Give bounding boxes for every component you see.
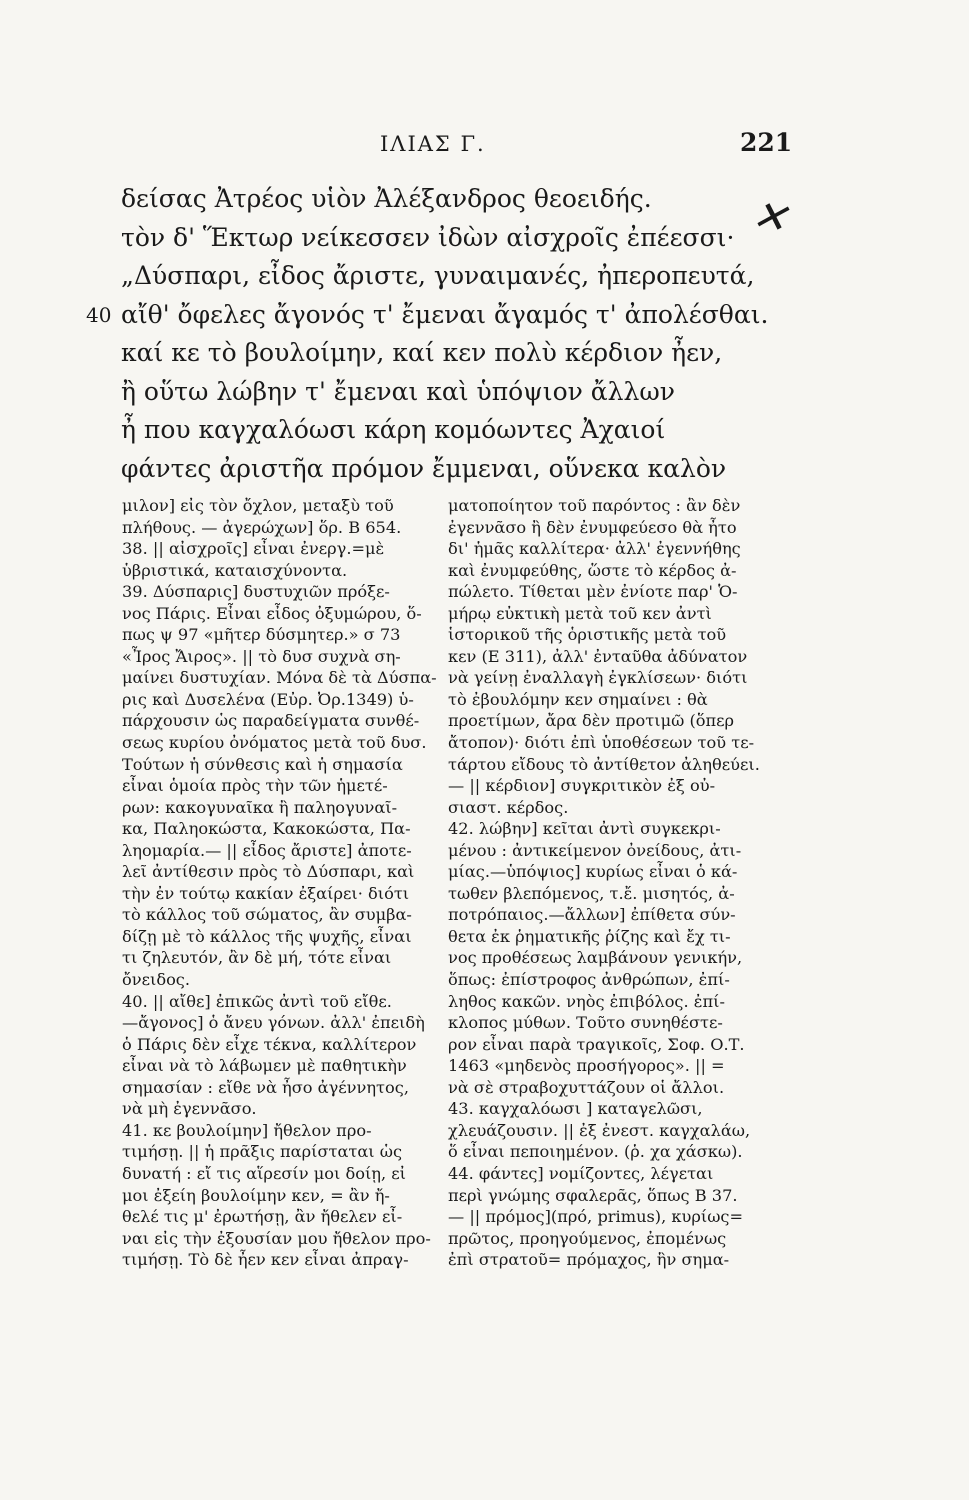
commentary-line: δυνατή : εἴ τις αἵρεσίν μοι δοίῃ, εἰ <box>122 1163 407 1183</box>
commentary-line: ὁ Πάρις δὲν εἶχε τέκνα, καλλίτερον <box>122 1034 417 1054</box>
commentary-line: εἶναι ὁμοία πρὸς τὴν τῶν ἡμετέ- <box>122 776 388 796</box>
verse-line-text: φάντες ἀριστῆα πρόμον ἔμμεναι, οὕνεκα καλὸν <box>121 453 727 483</box>
verse-line-text: „Δύσπαρι, εἶδος ἄριστε, γυναιμανές, ἠπεροπευτά, <box>121 261 755 290</box>
commentary-line: τι ζηλευτόν, ἂν δὲ μή, τότε εἶναι <box>122 948 392 968</box>
verse-line <box>86 334 846 373</box>
commentary-line: ἐγεννᾶσο ἢ δὲν ἐνυμφεύεσο θὰ ἦτο <box>448 517 737 537</box>
commentary-line: δίζῃ μὲ τὸ κάλλος τῆς ψυχῆς, εἶναι <box>122 926 412 946</box>
commentary-line: νος προθέσεως λαμβάνουν γενικήν, <box>448 948 743 968</box>
commentary-line: τάρτου εἴδους τὸ ἀντίθετον ἀληθεύει. <box>448 754 760 774</box>
commentary-line: πάρχουσιν ὡς παραδείγματα συνθέ- <box>122 711 420 731</box>
commentary-line: ρον εἶναι παρὰ τραγικοῖς, Σοφ. Ο.Τ. <box>448 1034 745 1054</box>
commentary-line: κα, Παληοκώστα, Κακοκώστα, Πα- <box>122 819 411 839</box>
commentary-line: — || κέρδιον] συγκριτικὸν ἐξ οὐ- <box>448 776 716 796</box>
commentary-left-column <box>122 495 437 1271</box>
commentary-line: τὸ ἐβουλόμην κεν σημαίνει : θὰ <box>448 689 708 709</box>
verse-line <box>86 450 846 489</box>
commentary-line: ἱστορικοῦ τῆς ὁριστικῆς μετὰ τοῦ <box>448 625 727 645</box>
verse-line-text: δείσας Ἀτρέος υἱὸν Ἀλέξανδρος θεοειδής. <box>121 184 652 213</box>
verse-text <box>86 180 846 488</box>
commentary-line: μαίνει δυστυχίαν. Μόνα δὲ τὰ Δύσπα- <box>122 668 437 688</box>
commentary-line: ματοποίητον τοῦ παρόντος : ἂν δὲν <box>448 496 741 515</box>
commentary-line: 41. κε βουλοίμην] ἤθελον προ- <box>122 1120 372 1140</box>
commentary-line: ὑβριστικά, καταισχύνοντα. <box>122 560 348 580</box>
commentary-line: τὸ κάλλος τοῦ σώματος, ἂν συμβα- <box>122 905 412 925</box>
commentary-line: Τούτων ἡ σύνθεσις καὶ ἡ σημασία <box>122 754 403 774</box>
commentary-line: πλήθους. — ἀγερώχων] ὅρ. Β 654. <box>122 517 402 537</box>
commentary-line: τιμήσῃ. Τὸ δὲ ἦεν κεν εἶναι ἀπραγ- <box>122 1250 409 1270</box>
commentary-line: πως ψ 97 «μῆτερ δύσμητερ.» σ 73 <box>122 625 401 645</box>
commentary-line: χλευάζουσιν. || ἐξ ἐνεστ. καγχαλάω, <box>448 1120 751 1140</box>
commentary-line: λεῖ ἀντίθεσιν πρὸς τὸ Δύσπαρι, καὶ <box>122 862 415 882</box>
commentary-line: κλοπος μύθων. Τοῦτο συνηθέστε- <box>448 1013 723 1033</box>
handwritten-cross-mark: ✕ <box>748 189 792 244</box>
commentary-line: ληθος κακῶν. νηὸς ἐπιβόλος. ἐπί- <box>448 991 725 1011</box>
commentary-line: μοι ἐξείη βουλοίμην κεν, = ἂν ἤ- <box>122 1185 390 1205</box>
commentary-line: — || πρόμος](πρό, primus), κυρίως= <box>448 1207 744 1227</box>
commentary-line: καὶ ἐνυμφεύθης, ὥστε τὸ κέρδος ἀ- <box>448 560 737 580</box>
commentary-line: νὰ γείνῃ ἐναλλαγὴ ἐγκλίσεων· διότι <box>448 668 748 688</box>
commentary-line: νος Πάρις. Εἶναι εἶδος ὀξυμώρου, ὅ- <box>122 603 422 623</box>
commentary-line: ναι εἰς τὴν ἐξουσίαν μου ἤθελον προ- <box>122 1228 431 1248</box>
commentary-line: σιαστ. κέρδος. <box>448 797 569 817</box>
commentary-line: τὴν ἐν τούτῳ κακίαν ἐξαίρει· διότι <box>122 883 410 903</box>
commentary-right-column <box>448 495 793 1271</box>
commentary-line: μένου : ἀντικείμενον ὀνείδους, ἀτι- <box>448 840 742 860</box>
running-title: ΙΛΙΑΣ Γ. <box>380 132 486 156</box>
commentary-line: 39. Δύσπαρις] δυστυχιῶν πρόξε- <box>122 582 390 602</box>
commentary-line: τιμήσῃ. || ἡ πρᾶξις παρίσταται ὡς <box>122 1142 403 1162</box>
commentary-line: σημασίαν : εἴθε νὰ ἦσο ἀγέννητος, <box>122 1077 409 1097</box>
verse-line-text: ἦ που καγχαλόωσι κάρη κομόωντες Ἀχαιοί <box>121 415 666 444</box>
verse-line <box>86 411 846 450</box>
verse-line <box>86 296 846 335</box>
verse-line <box>86 180 846 219</box>
commentary-line: μίας.—ὑπόψιος] κυρίως εἶναι ὁ κά- <box>448 862 738 882</box>
commentary-line: θελέ τις μ' ἐρωτήσῃ, ἂν ἤθελεν εἶ- <box>122 1207 403 1227</box>
commentary-line: 1463 «μηδενὸς προσήγορος». || = <box>448 1056 725 1076</box>
commentary-line: πώλετο. Τίθεται μὲν ἐνίοτε παρ' Ὁ- <box>448 582 738 602</box>
commentary-line: εἶναι νὰ τὸ λάβωμεν μὲ παθητικὴν <box>122 1056 407 1076</box>
verse-line <box>86 219 846 258</box>
line-number: 40 <box>86 302 112 327</box>
commentary-line: κεν (Ε 311), ἀλλ' ἐνταῦθα ἀδύνατον <box>448 646 748 666</box>
verse-line <box>86 373 846 412</box>
commentary-line: πρῶτος, προηγούμενος, ἐπομένως <box>448 1228 727 1248</box>
commentary-line: 38. || αἰσχροῖς] εἶναι ἐνεργ.=μὲ <box>122 539 385 559</box>
commentary-line: ἄτοπον)· διότι ἐπὶ ὑποθέσεων τοῦ τε- <box>448 733 755 753</box>
commentary-line: ἐπὶ στρατοῦ= πρόμαχος, ἣν σημα- <box>448 1250 730 1270</box>
verse-line <box>86 257 846 296</box>
verse-line-text: ἢ οὕτω λώβην τ' ἔμεναι καὶ ὑπόψιον ἄλλων <box>121 376 675 406</box>
commentary-line: ρις καὶ Δυσελένα (Εὐρ. Ὀρ.1349) ὑ- <box>122 689 414 709</box>
commentary-line: νὰ μὴ ἐγεννᾶσο. <box>122 1099 257 1119</box>
commentary-line: νὰ σὲ στραβοχυττάζουν οἱ ἄλλοι. <box>448 1077 725 1097</box>
commentary-line: «Ἶρος Ἄιρος». || τὸ δυσ συχνὰ ση- <box>122 646 401 666</box>
commentary-line: μήρῳ εὐκτικὴ μετὰ τοῦ κεν ἀντὶ <box>448 603 712 623</box>
commentary-line: ληομαρία.— || εἶδος ἄριστε] ἀποτε- <box>122 840 412 860</box>
verse-line-text: καί κε τὸ βουλοίμην, καί κεν πολὺ κέρδιον ἦεν, <box>121 338 723 367</box>
commentary-line: τωθεν βλεπόμενος, τ.ἔ. μισητός, ἀ- <box>448 883 735 903</box>
commentary-line: 42. λώβην] κεῖται ἀντὶ συγκεκρι- <box>448 819 721 839</box>
commentary-line: —ἄγονος] ὁ ἄνευ γόνων. ἀλλ' ἐπειδὴ <box>122 1013 425 1033</box>
verse-line-text: τὸν δ' Ἕκτωρ νείκεσσεν ἰδὼν αἰσχροῖς ἐπέεσσι· <box>121 222 735 252</box>
page-number: 221 <box>740 128 793 157</box>
commentary-line: 40. || αἴθε] ἐπικῶς ἀντὶ τοῦ εἴθε. <box>122 991 392 1011</box>
commentary-line: ὅπως: ἐπίστροφος ἀνθρώπων, ἐπί- <box>448 970 730 990</box>
commentary-line: σεως κυρίου ὀνόματος μετὰ τοῦ δυσ. <box>122 733 427 753</box>
commentary-line: θετα ἐκ ῥηματικῆς ῥίζης καὶ ἔχ τι- <box>448 926 731 946</box>
commentary-line: ὄνειδος. <box>122 970 191 990</box>
commentary-line: περὶ γνώμης σφαλερᾶς, ὅπως Β 37. <box>448 1185 738 1205</box>
commentary-line: 44. φάντες] νομίζοντες, λέγεται <box>448 1163 714 1183</box>
commentary-line: ποτρόπαιος.—ἄλλων] ἐπίθετα σύν- <box>448 905 736 925</box>
commentary-line: προετίμων, ἄρα δὲν προτιμῶ (ὅπερ <box>448 711 735 731</box>
commentary-line: 43. καγχαλόωσι ] καταγελῶσι, <box>448 1099 703 1119</box>
commentary-line: μιλον] εἰς τὸν ὄχλον, μεταξὺ τοῦ <box>122 496 394 515</box>
commentary-line: δι' ἡμᾶς καλλίτερα· ἀλλ' ἐγεννήθης <box>448 539 741 559</box>
commentary-line: ὅ εἶναι πεποιημένον. (ῥ. χα χάσκω). <box>448 1142 743 1162</box>
verse-line-text: αἴθ' ὄφελες ἄγονός τ' ἔμεναι ἄγαμός τ' ἀπολέσθαι. <box>121 299 769 329</box>
commentary-line: ρων: κακογυναῖκα ἢ παληογυναῖ- <box>122 797 398 817</box>
